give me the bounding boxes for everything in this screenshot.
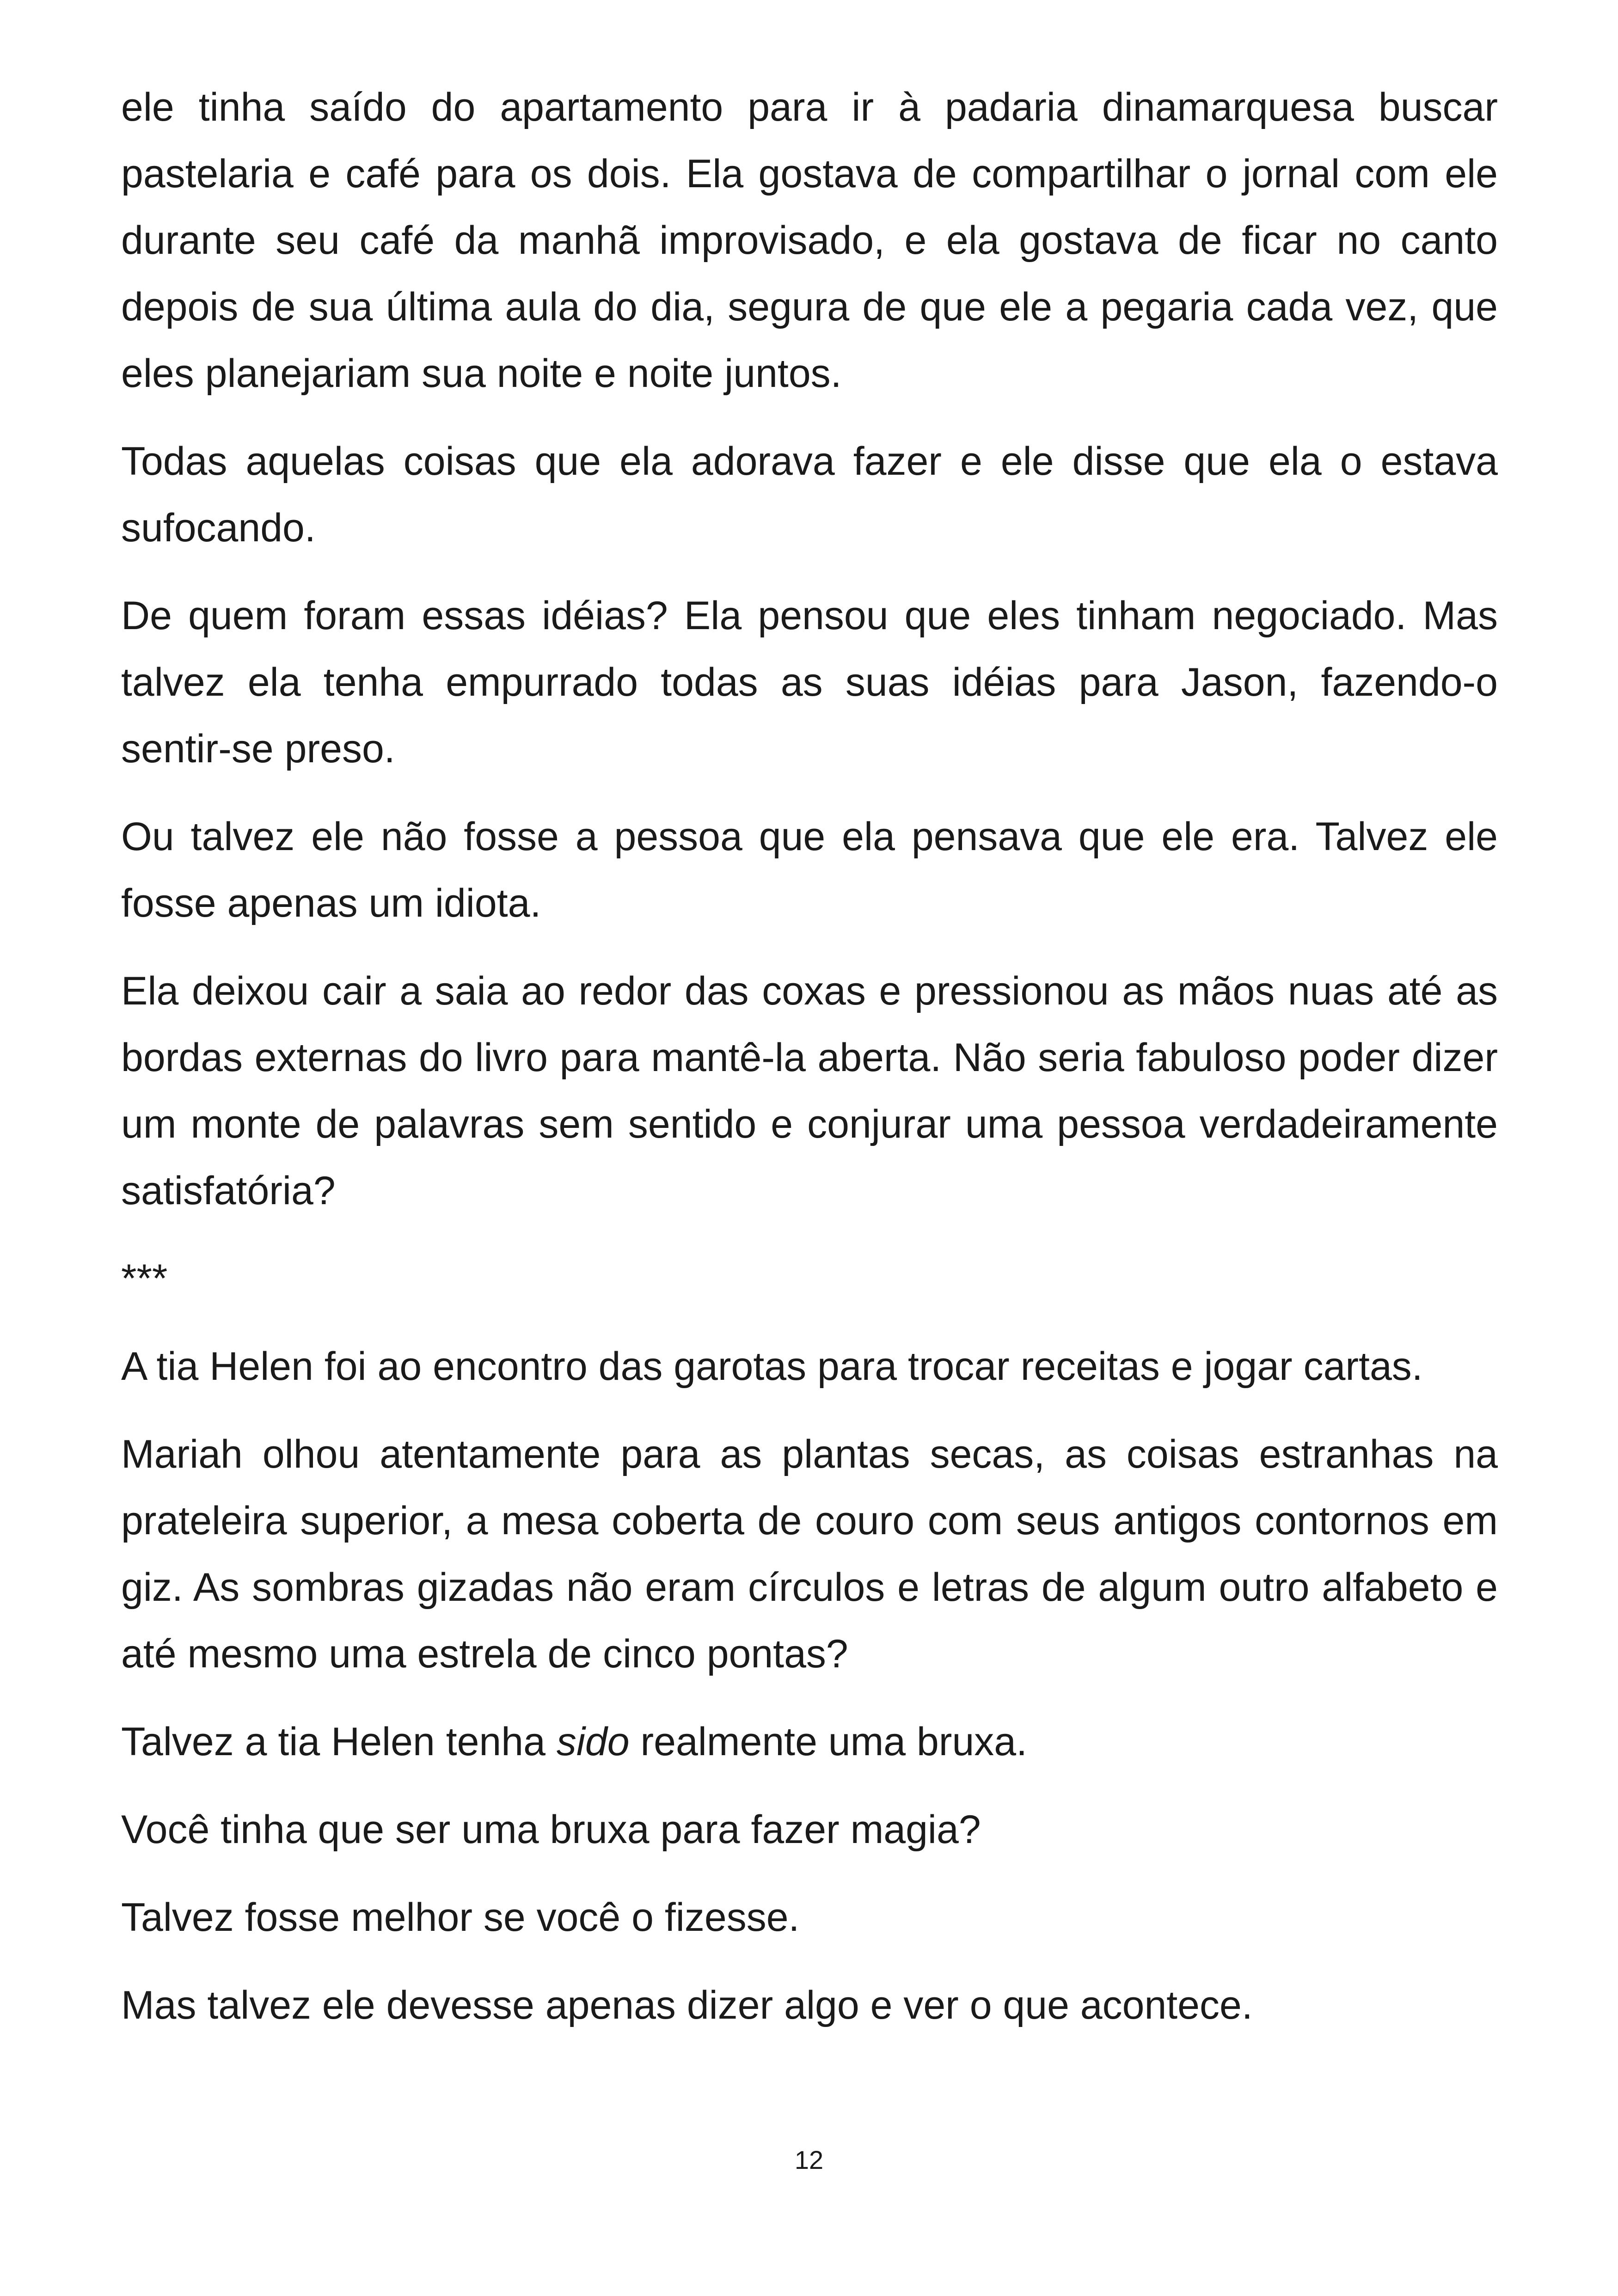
paragraph: Talvez fosse melhor se você o fizesse. <box>121 1895 800 1940</box>
paragraph-text: realmente uma bruxa. <box>629 1720 1027 1764</box>
paragraph: Ou talvez ele não fosse a pessoa que ela pensava que ele era. Talvez ele fosse apenas um idiota. <box>121 814 1498 925</box>
paragraph <box>121 1708 1498 1775</box>
paragraph: De quem foram essas idéias? Ela pensou que eles tinham negociado. Mas talvez ela tenha empurrado todas as suas idéias para Jason, fazendo-o sentir-se preso. <box>121 594 1498 771</box>
paragraph: Mas talvez ele devesse apenas dizer algo e ver o que acontece. <box>121 1983 1253 2027</box>
paragraph: Mariah olhou atentamente para as plantas secas, as coisas estranhas na prateleira superior, a mesa coberta de couro com seus antigos contornos em giz. As sombras gizadas não eram círculos e letras de algum outro alfabeto e até mesmo uma estrela de cinco pontas? <box>121 1432 1498 1676</box>
paragraph: ele tinha saído do apartamento para ir à padaria dinamarquesa buscar pastelaria e café para os dois. Ela gostava de compartilhar o jornal com ele durante seu café da manhã improvisado, e ela gostava de ficar no canto depois de sua última aula do dia, segura de que ele a pegaria cada vez, que eles planejariam sua noite e noite juntos. <box>121 85 1498 396</box>
paragraph: Você tinha que ser uma bruxa para fazer magia? <box>121 1807 981 1852</box>
paragraph-text: Talvez a tia Helen tenha <box>121 1720 557 1764</box>
body-text <box>121 74 1498 2060</box>
scene-break: *** <box>121 1256 168 1301</box>
emphasis-text: sido <box>556 1720 630 1764</box>
paragraph: Todas aquelas coisas que ela adorava fazer e ele disse que ela o estava sufocando. <box>121 439 1498 550</box>
page-number: 12 <box>794 2145 824 2174</box>
paragraph: A tia Helen foi ao encontro das garotas para trocar receitas e jogar cartas. <box>121 1344 1423 1389</box>
paragraph: Ela deixou cair a saia ao redor das coxas e pressionou as mãos nuas até as bordas externas do livro para mantê-la aberta. Não seria fabuloso poder dizer um monte de palavras sem sentido e conjurar uma pessoa verdadeiramente satisfatória? <box>121 969 1498 1213</box>
